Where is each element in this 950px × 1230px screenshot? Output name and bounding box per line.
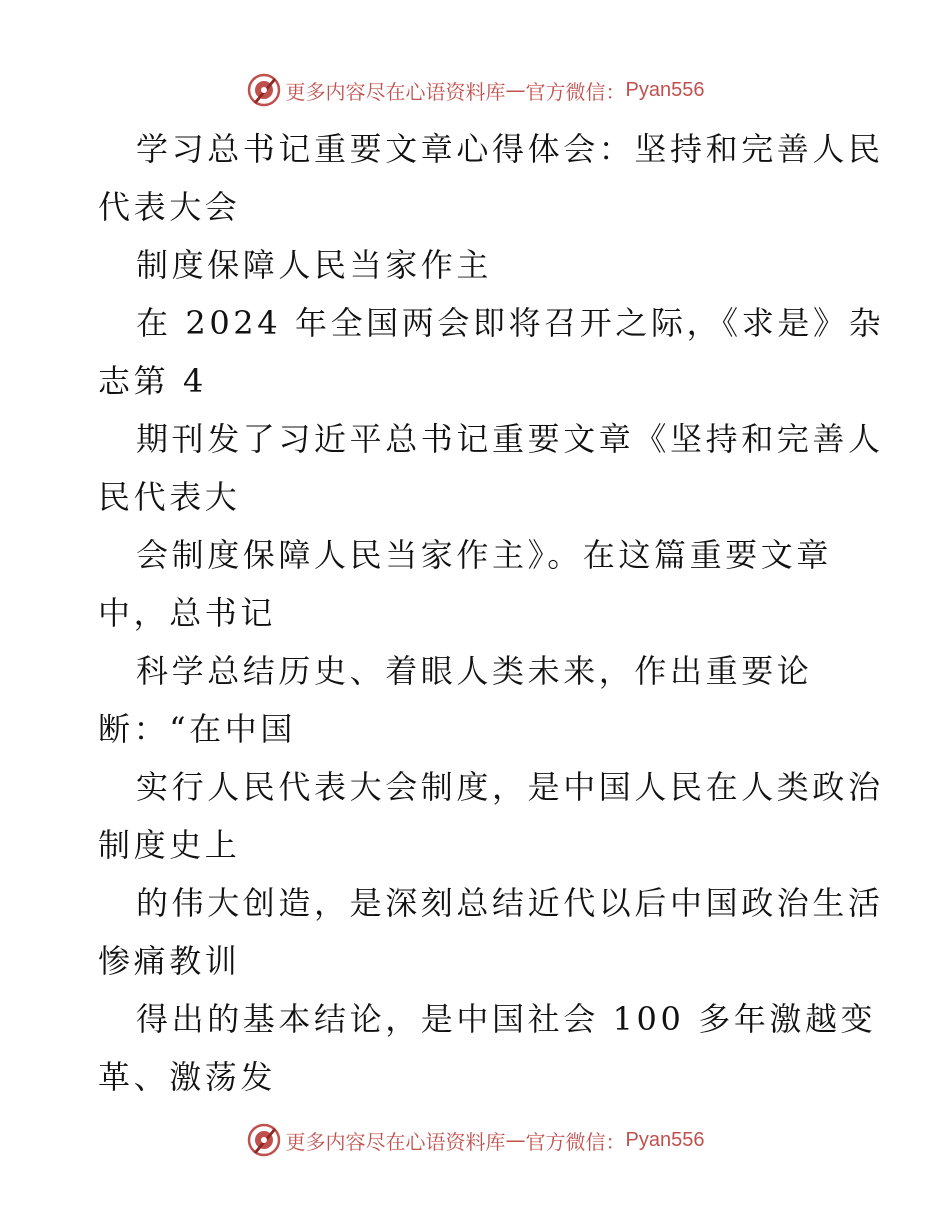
text-line: 期刊发了习近平总书记重要文章《坚持和完善人 xyxy=(136,420,884,458)
text-line: 民代表大 xyxy=(98,478,241,516)
watermark-separator: — xyxy=(505,1128,526,1152)
watermark-subtext: 官方微信： xyxy=(525,79,626,104)
text-line: 的伟大创造，是深刻总结近代以后中国政治生活 xyxy=(136,884,884,922)
text-line: 断：“在中国 xyxy=(98,710,296,748)
text-line: 学习总书记重要文章心得体会：坚持和完善人民 xyxy=(136,130,884,168)
text-line: 中，总书记 xyxy=(98,594,277,632)
text-line: 科学总结历史、着眼人类未来，作出重要论 xyxy=(136,652,813,690)
text-line: 实行人民代表大会制度，是中国人民在人类政治 xyxy=(136,768,884,806)
text-line: 得出的基本结论，是中国社会 100 多年激越变 xyxy=(136,1000,877,1038)
watermark-text: 更多内容尽在心语资料库 xyxy=(285,1129,506,1154)
text-line: 制度史上 xyxy=(98,826,241,864)
watermark-subtext: 官方微信： xyxy=(525,1129,626,1154)
text-line: 会制度保障人民当家作主》。在这篇重要文章 xyxy=(136,536,833,574)
watermark-wechat-id: Pyan556 xyxy=(625,1128,705,1151)
text-line: 制度保障人民当家作主 xyxy=(136,246,493,284)
quill-seal-icon xyxy=(246,1122,282,1158)
watermark-separator: — xyxy=(505,78,526,102)
quill-seal-icon xyxy=(246,72,282,108)
text-line: 惨痛教训 xyxy=(98,942,241,980)
watermark-text: 更多内容尽在心语资料库 xyxy=(285,79,506,104)
watermark-wechat-id: Pyan556 xyxy=(625,78,705,101)
header-watermark xyxy=(0,70,950,110)
text-line: 在 2024 年全国两会即将召开之际，《求是》杂 xyxy=(136,304,885,342)
text-line: 志第 4 xyxy=(98,362,207,400)
text-line: 革、激荡发 xyxy=(98,1058,277,1096)
footer-watermark xyxy=(0,1120,950,1160)
document-body xyxy=(98,120,885,1106)
text-line: 代表大会 xyxy=(98,188,241,226)
